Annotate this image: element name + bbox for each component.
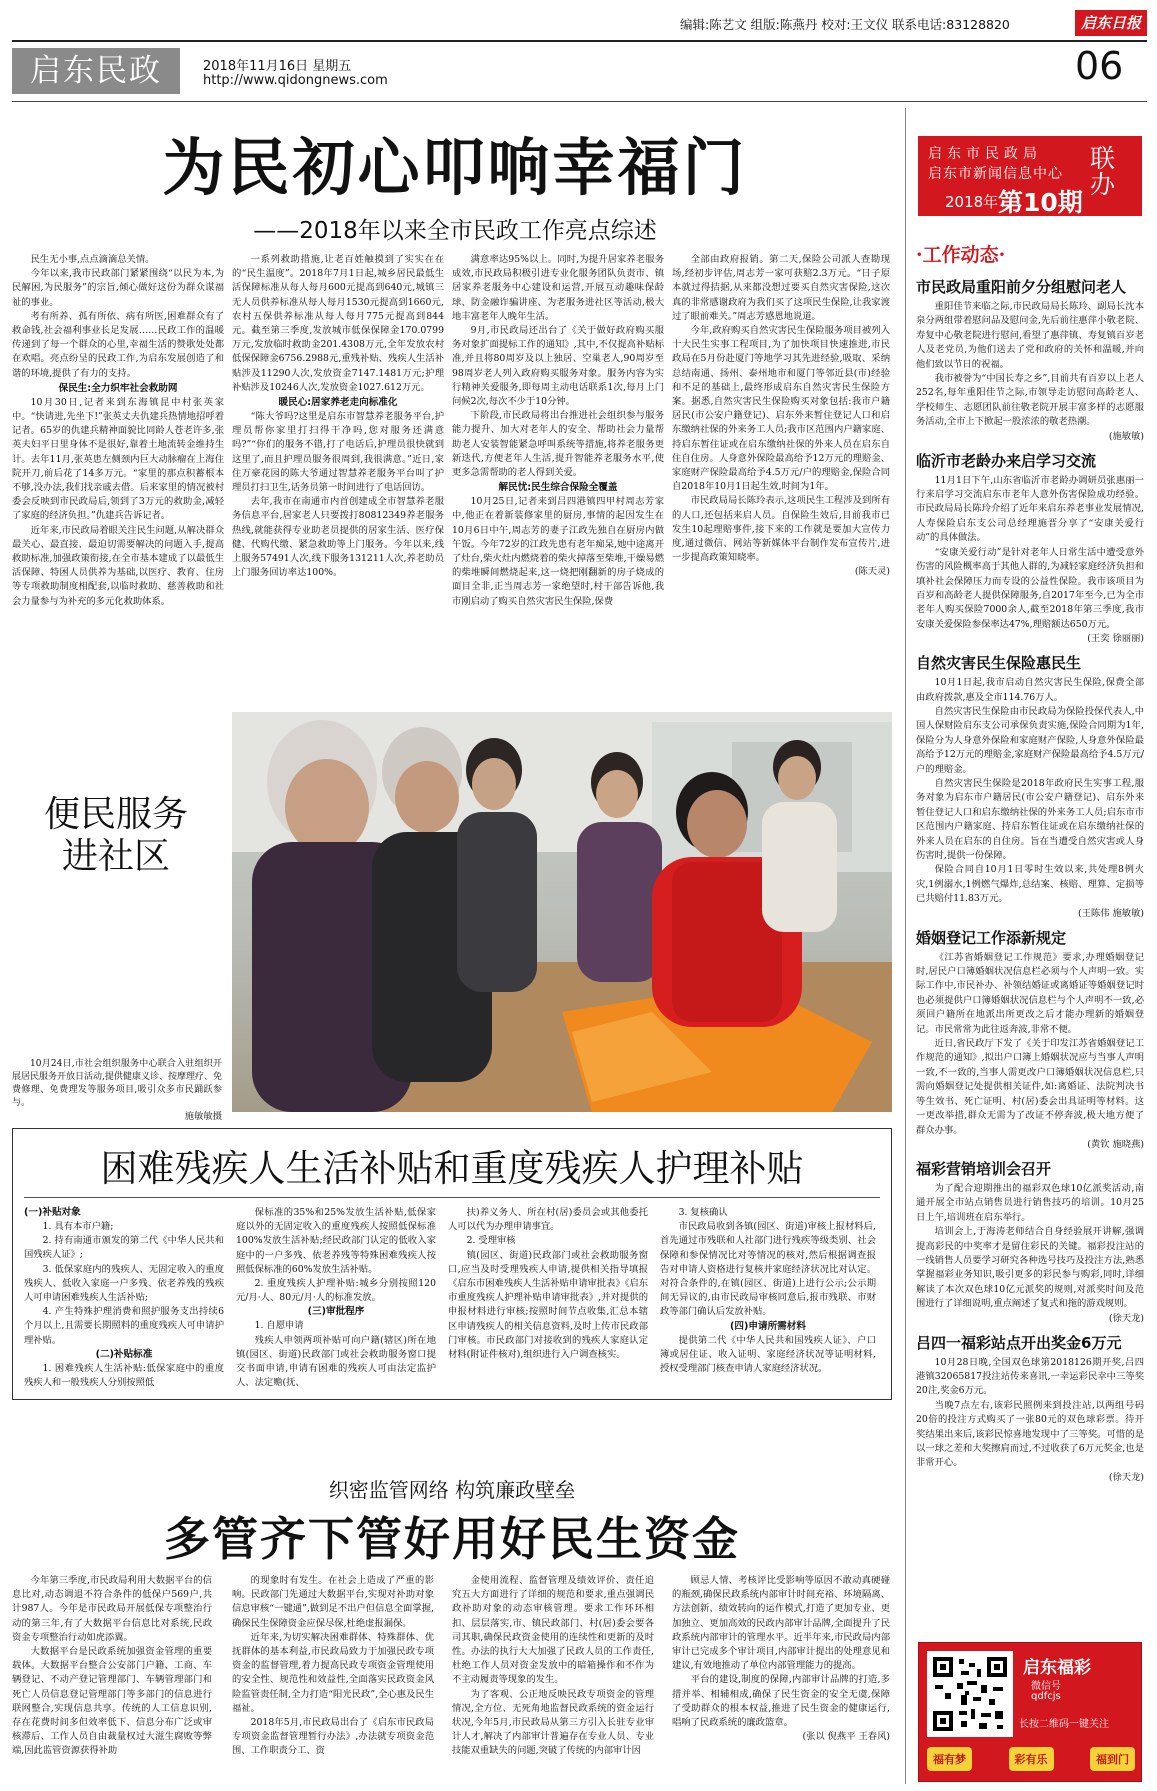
text-paragraph: 扶)养义务人、所在村(居)委员会或其他委托人可以代为办理申请事宜。 (448, 1207, 648, 1233)
photo-title-line2: 进社区 (61, 836, 170, 877)
text-paragraph: 下阶段,市民政局将出台推进社会组织参与服务能力提升、加大对老年人的安全、帮助社会力量帮助老人安装智能紧急呼叫系统等措施,将养老服务更新迭代,方便老年人生活,提升智能养老服务水平,使更多急需帮助的老人得到关爱。 (452, 410, 664, 479)
text-paragraph: 我市被誉为“中国长寿之乡”,目前共有百岁以上老人252名,每年重阳佳节之际,市领导走访慰问高龄老人、学校师生、志愿团队前往敬老院开展丰富多样的志愿服务活动,全市上下掀起一股浓浓的敬老热潮。 (916, 373, 1144, 428)
subheading: 解民忧:民生综合保险全覆盖 (498, 482, 618, 494)
byline: (施敏敏) (1108, 430, 1144, 442)
byline: (王奕 徐丽丽) (1087, 633, 1144, 645)
text-paragraph: 大数据平台是民政系统加强资金管理的重要载体。大数据平台整合公安部门户籍、工商、车辆登记、不动产登记管理部门、车辆管理部门和死亡人员信息登记管理部门等多部门的信息进行联网整合,实现信息共享。传统的人工信息识别,存在花费时间多但效率低下、信息分布广泛或审核滞后、工作人员自由裁量权过大滋生腐败等弊端,因此监管资源获得补助 (12, 1646, 212, 1757)
text-paragraph: 为了配合迎期推出的福彩双色球10亿派奖活动,南通开展全市站点销售员进行销售技巧的培训。10月25日上午,培训班在启东举行。 (916, 1182, 1144, 1223)
sidebar-item (916, 1332, 1144, 1485)
text-paragraph: 自然灾害民生保险由市民政局为保险投保代表人,中国人保财险启东支公司承保负责实施,保险合同期为1年,保险分为人身意外保险和家庭财产保险,人身意外保险最高给予12万元的理赔金,家庭财产保险最高给予4.5万元/户的理赔金。 (916, 705, 1144, 775)
sidebar-item-title: 临沂市老龄办来启学习交流 (916, 451, 1097, 470)
lianban-issue: 第10期 (998, 188, 1083, 217)
byline: (张以 倪燕平 王春风) (802, 1731, 890, 1743)
photo-caption: 10月24日,市社会组织服务中心联合入驻组织开展居民服务开放日活动,提供健康义诊、按摩理疗、免费修理、免费理发等服务项目,吸引众多市民踊跃参与。 (12, 1059, 222, 1108)
text-paragraph: 今年第三季度,市民政局利用大数据平台的信息比对,动态调退不符合条件的低保户569户,共计987人。今年是市民政局开展低保专项整治行动的第三年,有了大数据平台信息比对系统,民政资金专项整治行动如虎添翼。 (12, 1575, 212, 1643)
main-story-col4 (672, 253, 890, 683)
ad-follow-line: 长按二维码一键关注 (1019, 1719, 1109, 1730)
policy-subheading: (二)补贴标准 (95, 1348, 153, 1360)
photo-section-title (12, 794, 220, 878)
photo-illustration (232, 712, 892, 1112)
text-paragraph: “安康关爱行动”是针对老年人日常生活中遭受意外伤害的风险概率高于其他人群的,为减轻家庭经济负担和填补社会保障压力而专设的公益性保险。我市该项目为百岁和高龄老人提供保障服务,自2017年至今,已为全市老年人购买保险7000余人,截至2018年第三季度,我市安康关爱保险参保率达47%,理赔额达650万元。 (916, 546, 1144, 630)
text-paragraph: 近日,省民政厅下发了《关于印发江苏省婚姻登记工作规范的通知》,拟出户口簿上婚姻状况应与当事人声明一致,不一致的,当事人需更改户口簿婚姻状况信息栏,只需向婚姻登记处提供相关证件,如:离婚证、法院判决书等生效书、死亡证明、村(居)委会出具证明等材料。这一更改举措,群众无需为了改证不停奔波,极大地方便了群众办事。 (916, 1038, 1144, 1136)
policy-col3 (448, 1206, 648, 1396)
text-paragraph: 2018年5月,市民政局出台了《启东市民政局专项资金监督管理暂行办法》,办法就专项资金范围、工作职责分工、资 (232, 1717, 434, 1757)
text-paragraph: 考有所养、孤有所依、病有所医,困难群众有了救命钱,社会福利事业长足发展……民政工作的温暖传递到了每一个群众的心里,幸福生活的赞歌处处都在欢唱。亮点纷呈的民政工作,为启东发展创造了和谐的环境,提供了有力的支持。 (12, 310, 224, 379)
text-paragraph: 全部由政府报销。第二天,保险公司派人查勘现场,经初步评估,周志芳一家可获赔2.3万元。“日子原本就过得拮据,从来都没想过要买自然灾害保险,这次真的非常感谢政府为我们买了这项民生保险,让我家渡过了眼前难关。”周志芳感恩地说道。 (672, 254, 890, 322)
sidebar-item-title: 福彩营销培训会召开 (916, 1159, 1052, 1178)
text-paragraph: 《江苏省婚姻登记工作规范》要求,办理婚姻登记时,居民户口簿婚姻状况信息栏必须与个人声明一致。实际工作中,市民补办、补领结婚证或离婚证等婚姻登记时也必须提供户口簿婚姻状况信息栏与个人声明不一致,必须回户籍所在地派出所更改之后才能办理新的婚姻登记。市民常常为此往返奔波,非常不便。 (916, 951, 1144, 1035)
text-paragraph: 一系列救助措施,让老百姓触摸到了实实在在的“民生温度”。2018年7月1日起,城乡居民最低生活保障标准从每人每月600元提高到640元,城镇三无人员供养标准从每人每月1530元提高到1660元,农村五保供养标准从每人每月775元提高到844元。截至第三季度,发放城市低保保障金170.0799万元,发放临时救助金201.4308万元,全年发放农村低保保障金6756.2988元,重残补贴、残疾人生活补贴涉及11290人次,发放资金7147.1481万元;护理补贴涉及10246人次,发放资金1027.612万元。 (232, 254, 444, 393)
subheading: 保民生:全力织牢社会救助网 (58, 382, 178, 394)
text-paragraph: 3. 复核确认 (678, 1207, 728, 1218)
policy-subheading: (一)补贴对象 (24, 1207, 81, 1218)
lianban-box (918, 136, 1142, 216)
photo-caption-block (12, 1058, 222, 1124)
main-story-col3 (452, 253, 664, 683)
sidebar-section-title: ·工作动态· (916, 244, 1006, 266)
main-headline: 为民初心叩响幸福门 (162, 131, 748, 204)
bottom-story-col4 (672, 1574, 890, 1786)
text-paragraph: 近年来,市民政局着眼关注民生问题,从解决群众最关心、最直接、最迫切需要解决的问题入手,提高救助标准,加强政策衔接,在全市基本建成了以最低生活保障、特困人员供养为基础,以医疗、教育、住房等专项救助制度相配套,以临时救助、慈善救助和社会力量参与为补充的多元化救助体系。 (12, 524, 224, 607)
qr-code-icon[interactable] (927, 1651, 1013, 1737)
text-paragraph: 市民政局局长陈玲表示,这项民生工程涉及到所有的人口,还包括来启人员。自保险生效后,目前我市已发生10起理赔事件,接下来的工作就是要加大宣传力度,通过微信、网站等新媒体平台制作发布宣传片,进一步提高政策知晓率。 (672, 495, 890, 564)
sidebar-item (916, 450, 1144, 646)
text-paragraph: 重阳佳节来临之际,市民政局局长陈玲、副局长沈本泉分两组带着慰问品及慰问金,先后前往惠萍小敬老院、寿复中心敬老院进行慰问,看望了惠萍镇、寿复镇百岁老人及老党员,为他们送去了党和政府的关怀和温暖,并向他们致以节日的祝福。 (916, 301, 1144, 370)
text-paragraph: 1. 困难残疾人生活补贴:低保家庭中的重度残疾人和一般残疾人分别按照低 (24, 1362, 224, 1389)
lianban-issue-prefix: 2018年 (945, 193, 999, 211)
sidebar-item-title: 婚姻登记工作添新规定 (916, 928, 1067, 947)
ad-badge-row (927, 1747, 1135, 1771)
text-paragraph: 2. 受理审核 (466, 1235, 516, 1247)
text-paragraph: 10月1日起,我市启动自然灾害民生保险,保费全部由政府拨款,惠及全市114.76万人。 (916, 677, 1144, 703)
sidebar (916, 276, 1144, 1526)
ad-badge: 彩有乐 (1009, 1747, 1054, 1771)
policy-title: 困难残疾人生活补贴和重度残疾人护理补贴 (100, 1147, 804, 1190)
text-paragraph: 为了客观、公正地反映民政专项资金的管理情况,全方位、无死角地监督民政系统的资金运行状况,今年5月,市民政局从第三方引入长驻专业审计人才,解决了内部审计普遍存在专业人员、专业技能双重缺失的问题,突破了传统的内部审计因 (452, 1688, 654, 1757)
byline: (徐天龙) (1108, 1312, 1144, 1324)
sidebar-item (916, 276, 1144, 444)
text-paragraph: 去年,我市在南通市内首创建成全市智慧养老服务信息平台,居家老人只要拨打80812349养老服务热线,就能获得专业助老员提供的居家生活、医疗保健、代购代缴、紧急救助等上门服务。今年以来,线上服务57491人次,线下服务131211人次,养老助员上门服务回访率达100%。 (232, 496, 444, 579)
lianban-mark: 联办 (1090, 144, 1116, 199)
text-paragraph: 10月30日,记者来到东海镇昆中村张英家中。“快请进,先坐下!”张英丈夫仇建兵热情地招呼着记者。65岁的仇建兵精神面貌比同龄人苍老许多,张英夫妇平日里身体不是很好,靠着土地流转金维持生计。去年11月,张英患左侧颈内巨大动脉瘤在上海住院开刀,前后花了14多万元。“家里的那点积蓄根本不够,没办法,我们找亲戚去借。后来家里的情况被村委会反映到市民政局后,领到了3万元的救助金,减轻了家庭的经济负担。”仇建兵告诉记者。 (12, 396, 224, 522)
text-paragraph: 镇(园区、街道)民政部门或社会救助服务窗口,应当及时受理残疾人申请,提供相关指导填报《启东市困难残疾人生活补贴申请审批表》《启东市重度残疾人护理补贴申请审批表》,并对提供的申报材料进行审核;按照时间节点收集,汇总本辖区申请残疾人的相关信息资料,及时上传市民政部门审核。市民政部门对接收到的残疾人家庭认定材料(附证件核对),组织进行入户调查核实。 (448, 1249, 648, 1361)
text-paragraph: 残疾人申领两项补贴可向户籍(辖区)所在地镇(园区、街道)民政部门或社会救助服务窗口提交书面申请,申请有困难的残疾人可由法定监护人、法定赡(抚、 (236, 1334, 436, 1389)
sidebar-item-title: 吕四一福彩站点开出奖金6万元 (916, 1333, 1122, 1352)
text-paragraph: 顾忌人情、考核评比受影响等原因不敢动真硬碰的瓶颈,确保民政系统内部审计时间充裕、环境隔离、方法创新、绩效转向的运作模式,打造了更加专业、更加独立、更加高效的民政内部审计品牌,全面提升了民政系统内部审计的管理水平。近半年来,市民政局内部审计已完成多个审计项目,内部审计提出的处理意见和建议,有效地推动了单位内部管理能力的提高。 (672, 1575, 890, 1672)
community-service-photo (232, 712, 892, 1112)
byline: (陈天灵) (854, 566, 890, 578)
text-paragraph: 的现象时有发生。在社会上造成了严重的影响。民政部门先通过大数据平台,实现对补助对象信息审核“一键通”,做到足不出户但信息全面掌握,确保民生保障资金应保尽保,杜绝虚报漏保。 (232, 1575, 434, 1629)
ad-wechat-id: qdfcjs (1031, 1691, 1061, 1702)
text-paragraph: 培训会上,于海涛老师结合自身经验展开讲解,强调提高彩民的中奖率才是留住彩民的关键。福彩投注站的一线销售人员要学习研究各种选号技巧及投注方法,熟悉掌握福彩业务知识,吸引更多的彩民参与购彩,同时,详细解读了本次双色球10亿元派奖的规则,对派奖时间及范围进行了详细说明,重点阐述了复式和拖的游戏规则。 (916, 1226, 1144, 1310)
policy-subheading: (四)申请所需材料 (730, 1320, 806, 1332)
text-paragraph: 9月,市民政局还出台了《关于做好政府购买服务对象扩面提标工作的通知》,其中,不仅提高补贴标准,并且将80周岁及以上独居、空巢老人,90周岁至98周岁老人列入政府购买服务对象。服务内容为实行精神关爱服务,即每周主动电话联系1次,每月上门问候2次,每次不少于10分钟。 (452, 325, 664, 408)
text-paragraph: 2. 重度残疾人护理补贴:城乡分别按照120元/月·人、80元/月·人的标准发放。 (236, 1278, 436, 1304)
bottom-kicker: 织密监管网络 构筑廉政壁垒 (328, 1478, 576, 1502)
section-banner: 启东民政 (12, 48, 180, 94)
text-paragraph: 民生无小事,点点滴滴总关情。 (30, 254, 155, 265)
text-paragraph: 保险合同自10月1日零时生效以来,共处理8例火灾,1例溺水,1例燃气爆炸,总结案、核赔、理算、定损等已共赔付11.83万元。 (916, 864, 1144, 905)
text-paragraph: 市民政局收到各镇(园区、街道)审核上报材料后,首先通过市残联和人社部门进行残疾等级类别、社会保障和参保情况比对等情况的核对,然后根据调查报告对申请人资格进行复核并家庭经济状况比对认定。对符合条件的,在镇(园区、街道)上进行公示;公示期间无异议的,由市民政局审核同意后,报市残联、市财政等部门确认后发放补贴。 (660, 1221, 876, 1318)
main-story-col1 (12, 253, 224, 683)
subheading: 暖民心:居家养老走向标准化 (278, 397, 398, 409)
bottom-story-col1 (12, 1574, 212, 1786)
text-paragraph: 1. 自愿申请 (254, 1320, 304, 1332)
text-paragraph: 平台的建设,制度的保障,内部审计品牌的打造,多措并举、相辅相成,确保了民生资金的安全无虞,保障了受助群众的根本权益,推进了民生资金的健康运行,唱响了民政系统的廉政篮章。 (672, 1674, 890, 1729)
photo-title-line1: 便民服务 (43, 794, 188, 835)
text-paragraph: 保标准的35%和25%发放生活补贴,低保家庭以外的无固定收入的重度残疾人按照低保标准100%发放生活补贴;经民政部门认定的低收入家庭中的一户多残、依老养残等特殊困难残疾人按照低保标准的60%发放生活补贴。 (236, 1207, 436, 1275)
bottom-headline: 多管齐下管好用好民生资金 (164, 1512, 740, 1566)
site-url[interactable]: http://www.qidongnews.com (203, 73, 388, 88)
text-paragraph: 10月25日,记者来到吕四港镇四甲村周志芳家中,他正在着新装修家里的厨房,事情的起因发生在10月6日中午,周志芳的妻子江政先独自在厨房内做午饭。今年72岁的江政先患有老年痴呆,她中途离开了灶台,柴火灶内燃烧着的柴火掉落至柴堆,干燥易燃的柴堆瞬间燃烧起来,这一烧把刚翻新的房子烧成的面目全非,正当周志芳一家绝望时,村干部告诉他,我市刚启动了购买自然灾害民生保险,保费 (452, 496, 664, 607)
text-paragraph: 1. 具有本市户籍; (42, 1221, 114, 1232)
lianban-line2: 启东市新闻信息中心 (928, 166, 1063, 182)
text-paragraph: 金使用流程、监督管理及绩效评价、责任追究五大方面进行了详细的规范和要求,重点强调民政补助对象的动态审核管理。要求工作环环相扣、层层落实,市、镇民政部门、村(居)委会要各司其职,确保民政资金使用的连续性和更新的及时性。办法的执行大大加强了民政人员的工作责任,杜绝工作人员对资金发放中的暗箱操作和不作为不主动履责等现象的发生。 (452, 1575, 654, 1686)
bottom-story-col3 (452, 1574, 654, 1786)
byline: (王陈伟 施敏敏) (1078, 907, 1144, 919)
policy-col1 (24, 1206, 224, 1396)
bottom-story-col2 (232, 1574, 434, 1786)
sidebar-item (916, 1158, 1144, 1326)
byline: (黄钦 施晓燕) (1087, 1138, 1144, 1150)
text-paragraph: 11月1日下午,山东省临沂市老龄办调研员张惠丽一行来启学习交流启东市老年人意外伤害保险成功经验。市民政局局长陈玲介绍了近年来启东养老事业发展情况,人寿保险启东支公司总经理施晋分享了“安康关爱行动”的具体做法。 (916, 474, 1144, 544)
sidebar-item (916, 652, 1144, 921)
photo-credit: 施敏敏摄 (184, 1111, 222, 1122)
policy-subheading: (三)审批程序 (307, 1306, 365, 1318)
text-paragraph: 近年来,为切实解决困难群体、特殊群体、优抚群体的基本利益,市民政局致力于加强民政专项资金的监督管理,着力提高民政专项资金管理使用的安全性、规范性和效益性,全面落实民政资金风险监管责任制,全力打造“阳光民政”,全心惠及民生福祉。 (232, 1631, 434, 1714)
text-paragraph: 自然灾害民生保险是2018年政府民生实事工程,服务对象为启东市户籍居民(市公安户籍登记)、启东外来暂住登记人口和启东缴纳社保的外来务工人员;启东市市区范围内户籍家庭、持启东暂住证或在启东缴纳社保的外来人员在启东的自住房。旨在当遭受自然灾害或人身伤害时,提供一份保障。 (916, 777, 1144, 861)
ad-badge: 福到门 (1090, 1747, 1135, 1771)
policy-col4 (660, 1206, 876, 1396)
text-paragraph: 4. 产生特殊护理消费和照护服务支出持续6个月以上,且需要长期照料的重度残疾人可申请护理补贴。 (24, 1306, 224, 1346)
fucai-ad (918, 1642, 1142, 1782)
policy-col2 (236, 1206, 436, 1396)
editors-line: 编辑:陈艺文 组版:陈燕丹 校对:王文仪 联系电话:83128820 (680, 17, 1010, 32)
lianban-line1: 启东市民政局 (928, 146, 1042, 162)
ad-badge: 福有梦 (927, 1747, 972, 1771)
text-paragraph: 提供第二代《中华人民共和国残疾人证》、户口簿或居住证、收入证明、家庭经济状况等证明材料,授权受理部门核查申请人家庭经济状况。 (660, 1334, 876, 1375)
main-subheadline: ——2018年以来全市民政工作亮点综述 (253, 218, 657, 244)
paper-logo: 启东日报 (1075, 10, 1147, 36)
text-paragraph: 今年以来,我市民政部门紧紧围绕“以民为本,为民解困,为民服务”的宗旨,倾心做好这份为群众谋福祉的事业。 (12, 268, 224, 308)
sidebar-item-title: 市民政局重阳前夕分组慰问老人 (916, 278, 1127, 296)
text-paragraph: 3. 低保家庭内的残疾人、无固定收入的重度残疾人、低收入家庭一户多残、依老养残的残疾人可申请困难残疾人生活补贴; (24, 1263, 224, 1304)
text-paragraph: 今年,政府购买自然灾害民生保险服务项目被列入十大民生实事工程项目,为了加快项目快速推进,市民政局在5月份赴厦门等地学习其先进经验,吸取、采纳总结南通、扬州、泰州地市和厦门等邻近县(市)经验和不足的基础上,最终形成启东自然灾害民生保险方案。据悉,自然灾害民生保险购买对象包括:我市户籍居民(市公安户籍登记)、启东外来暂住登记人口和启东缴纳社保的外来务工人员;我市区范围内户籍家庭、持启东暂住证或在启东缴纳社保的外来人员在启东自住自住房。人身意外保险最高给予12万元的理赔金、家庭财产保险最高给予4.5万元/户的理赔金,保险合同自2018年10月1日起生效,时间为1年。 (672, 325, 890, 493)
page-number: 06 (1075, 44, 1124, 88)
sidebar-item (916, 927, 1144, 1152)
text-paragraph: “陈大爷吗?这里是启东市智慧养老服务平台,护理员帮你家里打扫得干净吗,您对服务还满意吗?”“你们的服务不错,打了电话后,护理员很快就到这里了,而且护理员服务很周到,我很满意。”近日,家住万豪花园的陈大爷通过智慧养老服务平台叫了护理员打扫卫生,话务员第一时间进行了电话回访。 (232, 411, 444, 494)
ad-wechat-label: 微信号 (1031, 1681, 1061, 1692)
main-story-col2 (232, 253, 444, 683)
issue-date: 2018年11月16日 星期五 (203, 59, 352, 74)
sidebar-item-title: 自然灾害民生保险惠民生 (916, 654, 1082, 673)
byline: (徐天龙) (1108, 1471, 1144, 1483)
text-paragraph: 满意率达95%以上。同时,为提升居家养老服务成效,市民政局积极引进专业化服务团队负责市、镇居家养老服务中心建设和运营,开展互动趣味保龄球、防金融诈骗讲座、为老服务进社区等活动,极大地丰富老年人晚年生活。 (452, 254, 664, 322)
text-paragraph: 2. 持有南通市颁发的第二代《中华人民共和国残疾人证》; (24, 1235, 224, 1261)
ad-brand: 启东福彩 (1023, 1658, 1091, 1678)
text-paragraph: 10月28日晚,全国双色球第2018126期开奖,吕四港镇32065817投注站传来喜讯,一幸运彩民幸中三等奖20注,奖金6万元。 (916, 1356, 1144, 1397)
text-paragraph: 当晚7点左右,该彩民照例来到投注站,以两组号码20倍的投注方式购买了一张80元的双色球彩票。待开奖结果出来后,该彩民惊喜地发现中了三等奖。可惜的是以一球之差和大奖擦肩而过,不过收获了6万元奖金,也是非常开心。 (916, 1399, 1144, 1469)
